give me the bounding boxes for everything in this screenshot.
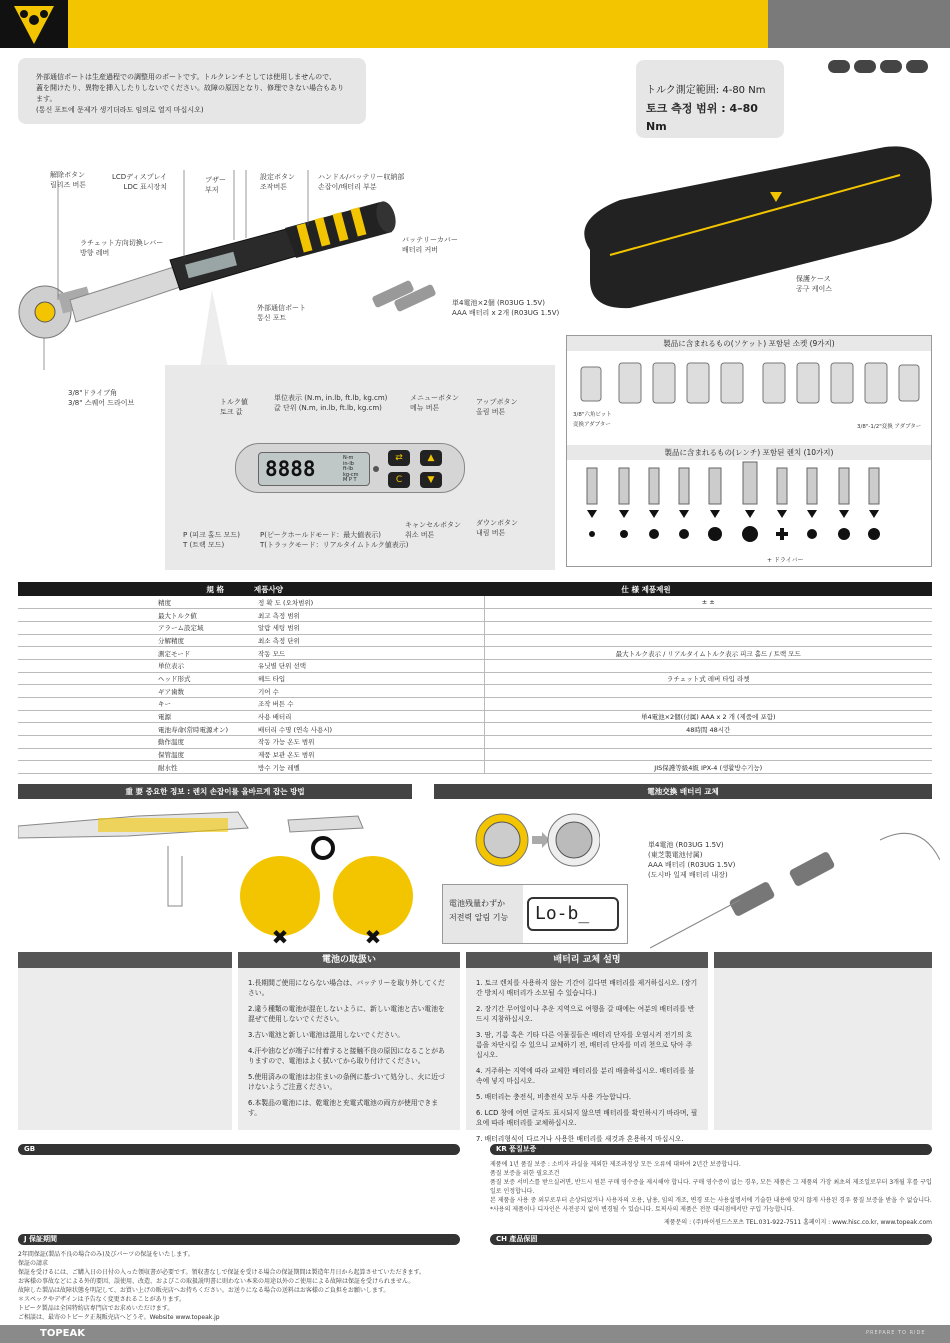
spec-row <box>18 647 932 660</box>
peak-track-kr-label: P (피크 홀드 모드) T (트랙 모드) <box>183 531 240 549</box>
spec-cell: 保管温度 <box>154 748 254 761</box>
spec-cell: ラチェット式 레버 타입 라쳇 <box>484 672 932 685</box>
menu-button-label: メニューボタン 메뉴 버튼 <box>410 394 459 412</box>
spec-cell <box>360 723 484 736</box>
spec-row <box>18 736 932 749</box>
list-item: 4.汗や油などが端子に付着すると接触不良の原因になることがありますので、電池はよく拭いてから取り付けてください。 <box>248 1047 445 1065</box>
spec-cell: 배터리 수명 (연속 사용시) <box>254 723 360 736</box>
list-item: *사용의 제품이나 디자인은 사전공지 없이 변경될 수 있습니다. 토픽사의 제품은 전문 대리점에서만 구입 가능합니다. <box>490 1206 795 1213</box>
battery-cover-label: バッテリーカバー 배터리 커버 <box>402 236 458 254</box>
spec-cell <box>360 761 484 774</box>
svg-text:✖: ✖ <box>364 925 382 946</box>
spec-cell: 사용 배터리 <box>254 710 360 723</box>
peak-track-jp-label: P(ピークホールドモード：最大値表示) T(トラックモード：リアルタイムトルク値表示) <box>260 531 409 549</box>
buzzer-label: ブザー 부저 <box>205 176 226 194</box>
list-item: トピーク製品は全国特約店専門店でお求めいただけます。 <box>18 1305 174 1312</box>
spec-cell <box>484 748 932 761</box>
spec-cell: 電源 <box>154 710 254 723</box>
spec-cell <box>360 698 484 711</box>
spec-cell: 작동 가능 온도 범위 <box>254 736 360 749</box>
list-item: 2.違う種類の電池が混在しないように、新しい電池と古い電池を混ぜて使用しないでください。 <box>248 1005 445 1023</box>
spec-cell <box>484 659 932 672</box>
low-battery-text: 電池残量わずか 저전력 알림 기능 <box>443 885 523 943</box>
battery-cell-label: 単4電池 (R03UG 1.5V) (東芝製電池付属) AAA 배터리 (R03UG 1.5V) (도시바 일제 배터리 내장) <box>648 841 736 879</box>
case-label: 保護ケース 공구 케이스 <box>796 275 833 293</box>
spec-cell <box>18 710 154 723</box>
low-battery-box <box>442 884 628 944</box>
spec-cell: 分解精度 <box>154 634 254 647</box>
spec-cell: 기어 수 <box>254 685 360 698</box>
battery-kr-title: 배터리 교체 설명 <box>466 952 708 968</box>
adapter-left-label: 3/8"六角ビット 変換アダプター <box>573 412 612 428</box>
spec-cell <box>18 685 154 698</box>
lever-label: ラチェット方向切換レバー 방향 레버 <box>80 239 164 257</box>
spec-cell: 耐水性 <box>154 761 254 774</box>
unit-label: 単位表示 (N.m, in.lb, ft.lb, kg.cm) 값 단위 (N.m, in.lb, ft.lb, kg.cm) <box>274 394 388 412</box>
spec-row <box>18 621 932 634</box>
ch-warranty-pill: CH 產品保固 <box>490 1234 932 1245</box>
spec-cell: 単位表示 <box>154 659 254 672</box>
spec-cell <box>18 672 154 685</box>
spec-row <box>18 596 932 609</box>
spec-header-kr: 제품사양 <box>254 582 360 596</box>
spec-cell: 제품 보관 온도 범위 <box>254 748 360 761</box>
list-item: 故障した製品は故障状態を明記して、お買い上げの販売店へお持ちください。お送りになる場合の送料はお客様のご負担をお願いします。 <box>18 1287 390 1294</box>
spec-cell <box>484 698 932 711</box>
footer-slogan: PREPARE TO RIDE <box>866 1330 926 1336</box>
spec-cell <box>360 685 484 698</box>
spec-cell <box>360 710 484 723</box>
spec-row <box>18 710 932 723</box>
torque-range-box <box>636 60 784 138</box>
spec-cell: ヘッド形式 <box>154 672 254 685</box>
spec-cell <box>484 736 932 749</box>
header-logo-area <box>0 0 68 48</box>
spec-header-right: 仕 様 제품제원 <box>360 582 932 596</box>
spec-row <box>18 685 932 698</box>
sockets-row <box>567 351 931 431</box>
list-item: 4. 거주하는 지역에 따라 교체한 배터리를 분리 배출하십시오. 배터리를 불 속에 넣지 마십시오. <box>476 1067 695 1085</box>
lcd-screen <box>258 452 370 486</box>
notice-line: 外部通信ポートは生産過程での調整用のポートです。トルクレンチとしては使用しませんので、 <box>36 73 336 81</box>
spec-cell <box>18 609 154 622</box>
up-button[interactable]: ▲ <box>420 450 442 466</box>
spec-row <box>18 761 932 774</box>
language-dots <box>828 60 928 75</box>
list-item: 5.使用済みの電池はお住まいの条例に基づいて処分し、火に近づけないようご注意ください。 <box>248 1073 445 1091</box>
spec-cell: 알람 세팅 범위 <box>254 621 360 634</box>
port-label: 外部通信ポート 통신 포트 <box>257 304 306 322</box>
spec-cell <box>360 659 484 672</box>
spec-cell <box>484 685 932 698</box>
footer-brand: TOPEAK <box>40 1328 85 1339</box>
spec-cell: 헤드 타입 <box>254 672 360 685</box>
spec-cell: 조작 버튼 수 <box>254 698 360 711</box>
spec-cell <box>18 736 154 749</box>
spec-cell <box>360 621 484 634</box>
list-item: 3. 땀, 기름 혹은 기타 다른 이물질들은 배터리 단자를 오염시켜 전기의 흐름을 차단시킬 수 있으니 교체하기 전, 배터리 단자를 미리 천으로 닦아 주십시오. <box>476 1031 693 1059</box>
list-item: 保証を受けるには、ご購入日の日付の入った領収書が必要です。領収書なしで保証を受ける場合の保証期間は製造年月日から起算させていただきます。 <box>18 1269 426 1276</box>
handle-label: ハンドル/バッテリー収納部 손잡이/배터리 부분 <box>318 173 405 191</box>
cancel-button-label: キャンセルボタン 취소 버튼 <box>405 521 461 539</box>
notice-line: 蓋を開けたり、異物を挿入したりしないでください。故障の原因となり、修理できない場合もあります。 <box>36 84 344 103</box>
lcd-units: N-m in-lb ft-lb kg-cm M P T <box>343 455 359 483</box>
lcd-digits: 8888 <box>265 457 316 481</box>
spec-cell: 精度 <box>154 596 254 609</box>
spec-cell: JIS保護等級4級 IPX-4 (생활방수기능) <box>484 761 932 774</box>
list-item: 1.長期間ご使用にならない場合は、バッテリーを取り外してください。 <box>248 979 445 997</box>
battery-swap-title-bar: 電池交換 배터리 교체 <box>434 784 932 799</box>
battery-insert-illustration <box>650 820 940 950</box>
kr-warranty-text: 제품에 1년 품질 보증 : 소비자 과실을 제외한 제조과정상 모든 오류에 대하여 2년간 보증합니다. 품질 보증을 위한 필요조건 품질 보증 서비스를 받으실려면, 반드시 원본 구매 영수증을 제시해야 합니다. 구매 영수증이 없는 경우, 모든 제품은 그 제품의 가장 최초의 제조일로부터 3개월 후를 구입일로 인정합니다. 본 제품을 사용 중 외부로부터 손상되었거나 사용자의 오용, 남용, 임의 개조, 변경 또는 사용설명서에 기술한 내용에 맞지 않게 사용된 경우 품질 보증을 받을 수 없습니다. *사용의 제품이나 디자인은 사전공지 없이 변경될 수 있습니다. 토픽사의 제품은 전문 대리점에서만 구입 가능합니다. 제품문의 : (주)하이원드스포츠 TEL.031-922-7511 홈페이지 : www.hisc.co.kr, www.topeak.com <box>490 1161 932 1226</box>
cancel-button[interactable]: C <box>388 472 410 488</box>
spec-row <box>18 609 932 622</box>
range-kr: 토크 측정 범위 : 4–80 Nm <box>646 102 758 133</box>
list-item: 2年間保証(製品不良の場合のみ)及びパーツの保証をいたします。 <box>18 1251 194 1258</box>
list-item: 1. 토크 렌치를 사용하지 않는 기간이 길다면 배터리를 제거하십시오. (장기간 방치시 배터리가 소모될 수 있습니다.) <box>476 979 698 997</box>
list-item: 품질 보증을 위한 필요조건 <box>490 1170 560 1177</box>
spec-cell <box>18 596 154 609</box>
topeak-logo-icon <box>0 0 68 48</box>
bits-title: 製品に含まれるもの(レンチ) 포함된 렌치 (10가지) <box>567 445 931 460</box>
spec-row <box>18 723 932 736</box>
battery-cap-illustration <box>470 808 600 878</box>
batteries-label: 単4電池×2個 (R03UG 1.5V) AAA 배터리 x 2개 (R03UG 1.5V) <box>452 299 560 317</box>
up-button-label: アップボタン 올림 버튼 <box>476 398 518 416</box>
torque-value-label: トルク値 토크 값 <box>220 398 248 416</box>
spec-cell <box>18 659 154 672</box>
list-item: 제품에 1년 품질 보증 : 소비자 과실을 제외한 제조과정상 모든 오류에 대하여 2년간 보증합니다. <box>490 1161 741 1168</box>
lcd-label: LCDディスプレイ LDC 표시장치 <box>112 173 167 191</box>
gb-warranty-pill: GB <box>18 1144 460 1155</box>
spec-cell: 最大トルク値 <box>154 609 254 622</box>
down-button[interactable]: ▼ <box>420 472 442 488</box>
menu-button[interactable]: ⇄ <box>388 450 410 466</box>
sockets-title: 製品に含まれるもの(ソケット) 포함된 소켓 (9가지) <box>567 336 931 351</box>
spec-table <box>18 582 932 774</box>
list-item: 2. 장기간 무어일이나 추운 지역으로 여행을 갈 때에는 여분의 배터리를 반드시 지참하십시오. <box>476 1005 695 1023</box>
spec-cell: 測定モード <box>154 647 254 660</box>
battery-panel-empty-right <box>714 952 932 1130</box>
spec-cell: 최소 측정 단위 <box>254 634 360 647</box>
jp-warranty-pill: J 保証期間 <box>18 1234 460 1245</box>
spec-cell <box>360 748 484 761</box>
range-jp: トルク測定範囲: 4-80 Nm <box>646 85 766 96</box>
list-item: ご相談は、最寄のトピーク正規販売店へどうぞ。Website www.topeak.jp <box>18 1314 220 1321</box>
drive-label: 3/8"ドライブ角 3/8" 스퀘어 드라이브 <box>68 389 135 407</box>
spec-cell <box>360 609 484 622</box>
svg-text:✖: ✖ <box>271 925 289 946</box>
display-detail-panel <box>165 365 555 570</box>
driver-label: + ドライバー <box>767 557 804 564</box>
adapter-right-label: 3/8"-1/2"変換 アダプター <box>857 424 922 430</box>
spec-cell: 動作温度 <box>154 736 254 749</box>
header-side-bar <box>768 0 950 48</box>
spec-cell: ギア歯数 <box>154 685 254 698</box>
buzzer-hole <box>373 466 379 472</box>
low-battery-lcd: Lo-b_ <box>527 897 619 931</box>
spec-cell <box>18 634 154 647</box>
spec-row <box>18 634 932 647</box>
spec-cell <box>18 723 154 736</box>
spec-cell: ± ± <box>484 596 932 609</box>
footer-bar <box>0 1325 950 1343</box>
bits-row <box>567 460 931 560</box>
included-tools-box <box>566 335 932 567</box>
header-title-bar <box>68 0 768 48</box>
grip-title-bar: 重 要 중요한 정보 : 렌치 손잡이를 올바르게 잡는 방법 <box>18 784 412 799</box>
protective-case-illustration <box>560 140 950 320</box>
list-item: ＊スペックやデザインは予告なく変更されることがあります。 <box>18 1296 186 1303</box>
battery-panel-kr <box>466 952 708 1143</box>
list-item: 3.古い電池と新しい電池は混用しないでください。 <box>248 1031 405 1039</box>
battery-panel-empty-left <box>18 952 232 1130</box>
spec-cell: 48時間 48시간 <box>484 723 932 736</box>
spec-cell: 최고 측정 범위 <box>254 609 360 622</box>
list-item: 6. LCD 창에 어떤 글자도 표시되지 않으면 배터리를 확인하시기 바라며, 필요에 따라 배터리를 교체하십시오. <box>476 1109 698 1127</box>
spec-cell: 電池寿命(常時電源オン) <box>154 723 254 736</box>
release-button-label: 解除ボタン 릴리즈 버튼 <box>50 171 87 189</box>
spec-cell: 最大トルク表示 / リアルタイムトルク表示 피크 홀드 / 트랙 모드 <box>484 647 932 660</box>
list-item: お客様の事故などによる外的要因、誤使用、改造、およびこの取扱説明書に則わない本来の用途以外のご使用による故障は保証を受けられません。 <box>18 1278 415 1285</box>
spec-cell <box>18 761 154 774</box>
jp-warranty-text <box>18 1250 468 1322</box>
list-item: 7. 배터리형식이 다르거나 사용한 배터리를 새것과 혼용하지 마십시오. <box>476 1135 684 1143</box>
list-item: 품질 보증 서비스를 받으실려면, 반드시 원본 구매 영수증을 제시해야 합니다. 구매 영수증이 없는 경우, 모든 제품은 그 제품의 가장 최초의 제조일로부터 3개월 후를 구입일로 인정합니다. <box>490 1179 932 1195</box>
spec-cell <box>360 596 484 609</box>
spec-cell <box>360 634 484 647</box>
battery-jp-title: 電池の取扱い <box>238 952 460 968</box>
spec-cell <box>18 748 154 761</box>
notice-line: (통신 포트에 문제가 생기더라도 임의로 열지 마십시오) <box>36 106 204 114</box>
grip-illustration <box>18 806 418 946</box>
kr-warranty-pill: KR 품질보증 <box>490 1144 932 1155</box>
list-item: 6.本製品の電池には、乾電池と充電式電池の両方が使用できます。 <box>248 1099 438 1117</box>
spec-cell <box>360 647 484 660</box>
down-button-label: ダウンボタン 내림 버튼 <box>476 519 518 537</box>
spec-cell <box>18 621 154 634</box>
list-item: 본 제품을 사용 중 외부로부터 손상되었거나 사용자의 오용, 남용, 임의 개조, 변경 또는 사용설명서에 기술한 내용에 맞지 않게 사용된 경우 품질 보증을 받을 수 없습니다. <box>490 1197 932 1204</box>
spec-cell: キー <box>154 698 254 711</box>
port-notice <box>18 58 366 124</box>
spec-row <box>18 659 932 672</box>
spec-cell <box>18 698 154 711</box>
spec-cell <box>484 634 932 647</box>
spec-cell: 방수 기능 레벨 <box>254 761 360 774</box>
spec-cell: アラーム設定域 <box>154 621 254 634</box>
spec-row <box>18 672 932 685</box>
spec-cell <box>484 609 932 622</box>
list-item: 保証の請求 <box>18 1260 49 1267</box>
list-item: 5. 배터리는 충전식, 비충전식 모두 사용 가능합니다. <box>476 1093 632 1101</box>
spec-cell: 単4電池×2個(付属) AAA x 2 개 (제품에 포함) <box>484 710 932 723</box>
spec-row <box>18 698 932 711</box>
spec-cell: 유닛별 단위 선택 <box>254 659 360 672</box>
spec-cell <box>484 621 932 634</box>
spec-cell: 작동 모드 <box>254 647 360 660</box>
spec-cell <box>360 672 484 685</box>
spec-row <box>18 748 932 761</box>
control-panel <box>235 443 465 493</box>
set-button-label: 設定ボタン 조작버튼 <box>260 173 295 191</box>
spec-cell <box>18 647 154 660</box>
battery-panel-jp <box>238 952 460 1130</box>
spec-cell: 정 확 도 (오차범위) <box>254 596 360 609</box>
spec-header-jp: 規 格 <box>18 582 254 596</box>
spec-cell <box>360 736 484 749</box>
